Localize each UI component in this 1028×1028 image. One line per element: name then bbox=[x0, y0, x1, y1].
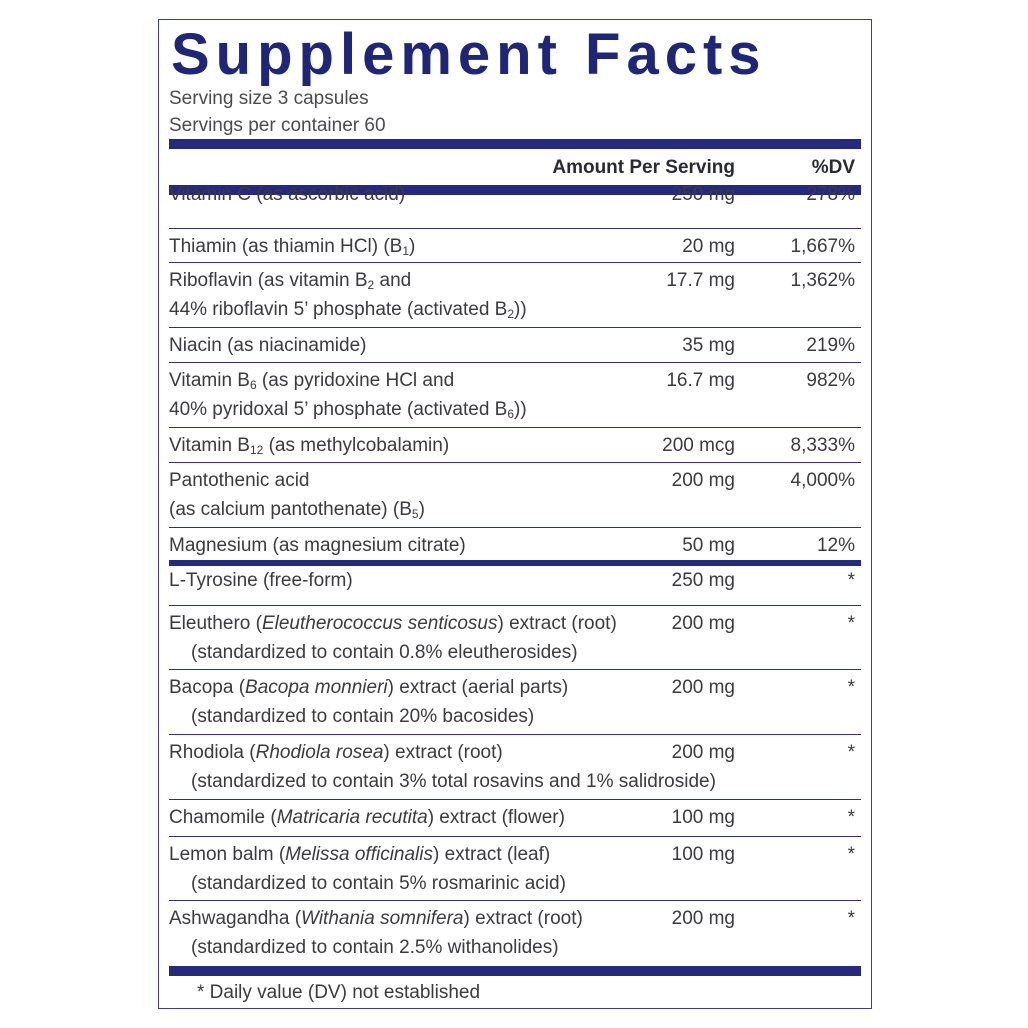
nutrient-name: Rhodiola (Rhodiola rosea) extract (root) (standardized to contain 3% total rosavins and 1% salidroside) bbox=[169, 742, 716, 792]
nutrient-dv: 12% bbox=[816, 535, 855, 556]
nutrient-dv: * bbox=[847, 570, 855, 591]
nutrient-amount: 50 mg bbox=[682, 535, 735, 556]
nutrient-dv: * bbox=[847, 613, 855, 634]
nutrient-row bbox=[169, 606, 861, 670]
nutrient-amount: 100 mg bbox=[671, 844, 735, 865]
nutrient-row bbox=[169, 800, 861, 837]
nutrient-name: Riboflavin (as vitamin $B_2$ and 44% riboflavin 5’ phosphate (activated $B_2$)) bbox=[169, 270, 527, 321]
serving-size: Serving size 3 capsules bbox=[169, 88, 369, 109]
nutrient-amount: 200 mg bbox=[671, 470, 735, 491]
nutrient-name: Magnesium (as magnesium citrate) bbox=[169, 535, 466, 556]
nutrient-name: Eleuthero (Eleutherococcus senticosus) extract (root) (standardized to contain 0.8% eleutherosides) bbox=[169, 613, 617, 663]
nutrient-name: Thiamin (as thiamin HCl) $(B_1)$ bbox=[169, 236, 416, 258]
footnote: * Daily value (DV) not established bbox=[197, 982, 481, 1003]
nutrient-dv: 982% bbox=[806, 370, 855, 391]
section-divider-bar bbox=[169, 560, 861, 566]
amount-header: Amount Per Serving bbox=[552, 157, 735, 178]
nutrient-row bbox=[169, 528, 861, 563]
panel-inner bbox=[169, 20, 861, 1008]
nutrient-row bbox=[169, 263, 861, 328]
nutrient-row bbox=[169, 463, 861, 528]
nutrient-name: Pantothenic acid (as calcium pantothenate) $(B_5)$ bbox=[169, 470, 425, 521]
servings-per-container: Servings per container 60 bbox=[169, 115, 386, 136]
nutrient-amount: 250 mg bbox=[671, 570, 735, 591]
nutrient-amount: 16.7 mg bbox=[666, 370, 735, 391]
nutrient-name: Ashwagandha (Withania somnifera) extract (root) (standardized to contain 2.5% withanolides) bbox=[169, 908, 583, 958]
nutrient-row bbox=[169, 563, 861, 606]
nutrient-name: Bacopa (Bacopa monnieri) extract (aerial parts) (standardized to contain 20% bacosides) bbox=[169, 677, 569, 727]
nutrient-name: L-Tyrosine (free-form) bbox=[169, 570, 353, 591]
bottom-thick-bar bbox=[169, 966, 861, 976]
nutrient-row bbox=[169, 901, 861, 963]
nutrient-dv: 1,667% bbox=[790, 236, 855, 257]
dv-header: %DV bbox=[811, 157, 855, 178]
nutrient-name: Vitamin $B_{12}$ (as methylcobalamin) bbox=[169, 435, 450, 457]
nutrient-amount: 17.7 mg bbox=[666, 270, 735, 291]
nutrient-row bbox=[169, 735, 861, 800]
nutrient-amount: 200 mcg bbox=[662, 435, 735, 456]
nutrient-row bbox=[169, 670, 861, 735]
nutrient-amount: 20 mg bbox=[682, 236, 735, 257]
nutrient-row bbox=[169, 428, 861, 463]
nutrient-row bbox=[169, 837, 861, 901]
nutrient-dv: * bbox=[847, 908, 855, 929]
nutrient-row bbox=[169, 229, 861, 263]
nutrient-dv: 1,362% bbox=[790, 270, 855, 291]
nutrient-amount: 200 mg bbox=[671, 908, 735, 929]
nutrient-dv: * bbox=[847, 677, 855, 698]
nutrient-name: Chamomile (Matricaria recutita) extract (flower) bbox=[169, 807, 565, 828]
nutrient-row bbox=[169, 363, 861, 428]
nutrient-amount: 100 mg bbox=[671, 807, 735, 828]
nutrient-dv: * bbox=[847, 742, 855, 763]
supplement-facts-panel bbox=[158, 19, 872, 1009]
nutrient-amount: 200 mg bbox=[671, 613, 735, 634]
nutrient-dv: 8,333% bbox=[790, 435, 855, 456]
nutrient-name: Vitamin $B_6$ (as pyridoxine HCl and 40% pyridoxal 5’ phosphate (activated $B_6$)) bbox=[169, 370, 527, 421]
nutrient-amount: 200 mg bbox=[671, 742, 735, 763]
nutrient-name: Niacin (as niacinamide) bbox=[169, 335, 367, 356]
nutrient-amount: 35 mg bbox=[682, 335, 735, 356]
nutrient-row bbox=[169, 177, 861, 229]
nutrient-dv: * bbox=[847, 844, 855, 865]
nutrient-row bbox=[169, 328, 861, 363]
nutrient-dv: 4,000% bbox=[790, 470, 855, 491]
nutrient-dv: 219% bbox=[806, 335, 855, 356]
nutrient-amount: 250 mg bbox=[671, 184, 735, 205]
top-thick-bar bbox=[169, 139, 861, 149]
nutrient-name: Vitamin C (as ascorbic acid) bbox=[169, 184, 406, 205]
nutrient-amount: 200 mg bbox=[671, 677, 735, 698]
nutrient-name: Lemon balm (Melissa officinalis) extract (leaf) (standardized to contain 5% rosmarinic acid) bbox=[169, 844, 566, 894]
panel-title: Supplement Facts bbox=[171, 22, 767, 87]
nutrient-dv: 278% bbox=[806, 184, 855, 205]
nutrient-dv: * bbox=[847, 807, 855, 828]
